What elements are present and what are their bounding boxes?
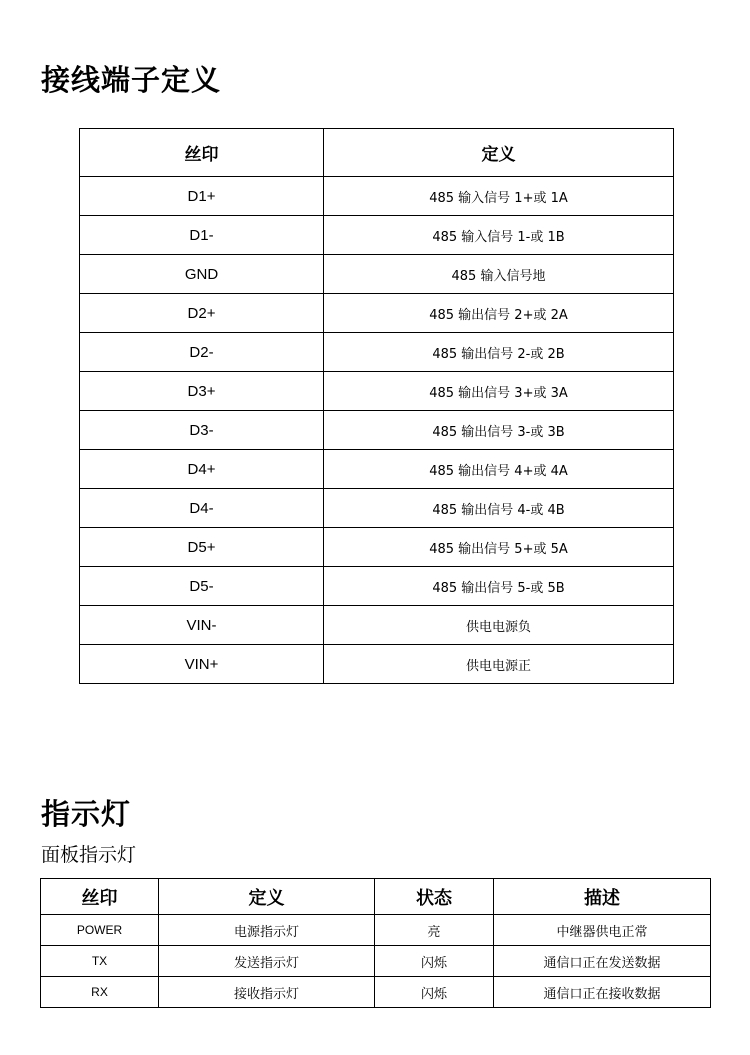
table-row [80, 216, 674, 255]
cell-status: 闪烁 [375, 977, 494, 1008]
cell-definition: 485 输出信号 2-或 2B [324, 333, 674, 372]
cell-silkscreen: D4- [80, 489, 324, 528]
section-title-indicator: 指示灯 [41, 797, 132, 831]
cell-silkscreen: VIN- [80, 606, 324, 645]
cell-silkscreen: D2+ [80, 294, 324, 333]
cell-description: 中继器供电正常 [494, 915, 711, 946]
table-row [80, 489, 674, 528]
cell-definition: 485 输出信号 5+或 5A [324, 528, 674, 567]
table-row [80, 177, 674, 216]
cell-silkscreen: D3- [80, 411, 324, 450]
cell-description: 通信口正在接收数据 [494, 977, 711, 1008]
table-row [80, 450, 674, 489]
table-row [80, 372, 674, 411]
cell-silkscreen: TX [41, 946, 159, 977]
cell-description: 通信口正在发送数据 [494, 946, 711, 977]
cell-status: 亮 [375, 915, 494, 946]
cell-silkscreen: VIN+ [80, 645, 324, 684]
table-row [80, 294, 674, 333]
indicator-table [40, 878, 711, 1008]
column-header-status: 状态 [375, 879, 494, 915]
table-row [41, 946, 711, 977]
table-header-row [80, 129, 674, 177]
cell-definition: 485 输入信号地 [324, 255, 674, 294]
cell-definition: 485 输入信号 1+或 1A [324, 177, 674, 216]
section-title-terminal: 接线端子定义 [41, 63, 222, 97]
cell-silkscreen: D5- [80, 567, 324, 606]
cell-definition: 发送指示灯 [159, 946, 375, 977]
cell-definition: 485 输出信号 4+或 4A [324, 450, 674, 489]
cell-silkscreen: D4+ [80, 450, 324, 489]
table-header-row [41, 879, 711, 915]
table-row [80, 528, 674, 567]
column-header-definition: 定义 [324, 129, 674, 177]
table-row [41, 915, 711, 946]
cell-definition: 485 输入信号 1-或 1B [324, 216, 674, 255]
cell-silkscreen: RX [41, 977, 159, 1008]
table-row [41, 977, 711, 1008]
cell-definition: 485 输出信号 3+或 3A [324, 372, 674, 411]
column-header-description: 描述 [494, 879, 711, 915]
cell-status: 闪烁 [375, 946, 494, 977]
table-row [80, 567, 674, 606]
cell-silkscreen: D3+ [80, 372, 324, 411]
table-row [80, 255, 674, 294]
section-subtitle-panel-indicator: 面板指示灯 [41, 844, 137, 866]
cell-silkscreen: GND [80, 255, 324, 294]
cell-definition: 485 输出信号 3-或 3B [324, 411, 674, 450]
cell-silkscreen: D1+ [80, 177, 324, 216]
cell-definition: 485 输出信号 2+或 2A [324, 294, 674, 333]
cell-definition: 485 输出信号 5-或 5B [324, 567, 674, 606]
cell-silkscreen: D2- [80, 333, 324, 372]
cell-silkscreen: D1- [80, 216, 324, 255]
cell-definition: 供电电源负 [324, 606, 674, 645]
table-row [80, 645, 674, 684]
cell-silkscreen: D5+ [80, 528, 324, 567]
table-row [80, 411, 674, 450]
table-row [80, 333, 674, 372]
column-header-silkscreen: 丝印 [41, 879, 159, 915]
cell-silkscreen: POWER [41, 915, 159, 946]
cell-definition: 供电电源正 [324, 645, 674, 684]
table-row [80, 606, 674, 645]
column-header-definition: 定义 [159, 879, 375, 915]
terminal-definition-table [79, 128, 674, 684]
column-header-silkscreen: 丝印 [80, 129, 324, 177]
cell-definition: 接收指示灯 [159, 977, 375, 1008]
cell-definition: 485 输出信号 4-或 4B [324, 489, 674, 528]
cell-definition: 电源指示灯 [159, 915, 375, 946]
